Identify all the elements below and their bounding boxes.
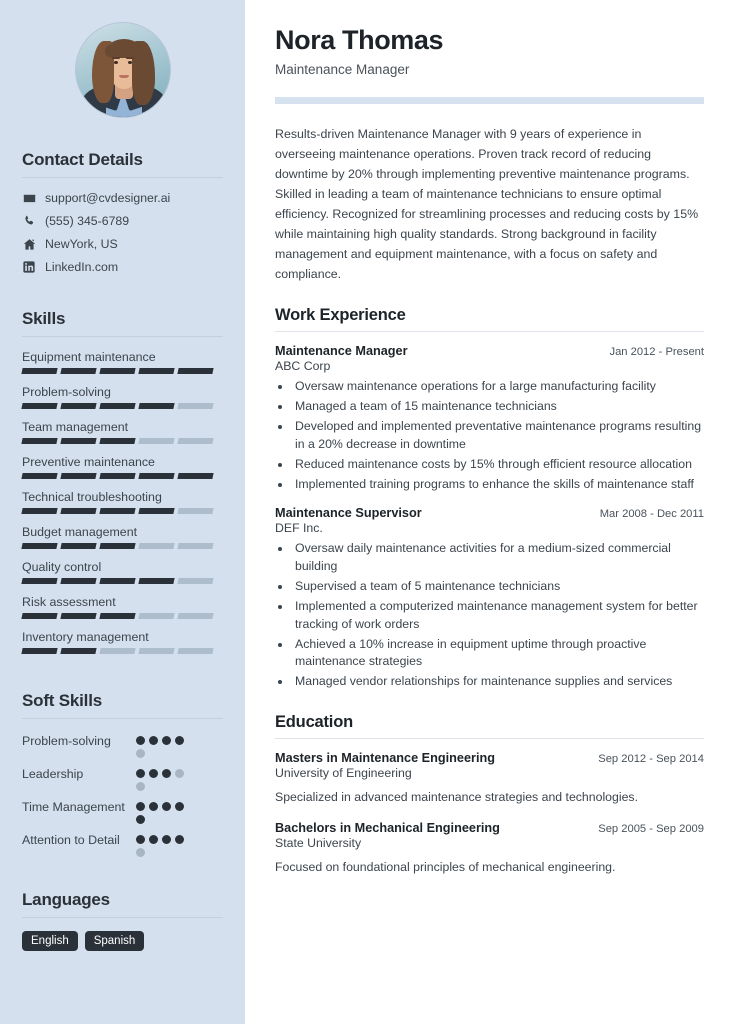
work-bullet: • Managed a team of 15 maintenance technicians <box>292 398 704 416</box>
soft-skill-item <box>22 798 223 824</box>
work-entry-role: Maintenance Manager <box>275 344 408 359</box>
soft-skill-rating <box>136 732 192 758</box>
skill-item <box>22 525 223 549</box>
work-bullet: • Implemented training programs to enhance the skills of maintenance staff <box>292 476 704 494</box>
skill-bar-segment <box>21 438 57 444</box>
avatar-container <box>0 22 245 118</box>
skill-level-bar <box>22 613 223 619</box>
education-date: Sep 2005 - Sep 2009 <box>598 822 704 835</box>
skill-item <box>22 595 223 619</box>
professional-summary: Results-driven Maintenance Manager with 9 years of experience in overseeing maintenance operations. Proven track record of reducing downtime by 20% through implementing preventive maintenance programs. Skilled in leading a team of maintenance technicians to ensure optimal efficiency. Recognized for streamlining processes and reducing costs by 15% while maintaining high quality standards. Strong background in facility management and equipment maintenance, with a focus on safety and compliance. <box>275 126 699 282</box>
skill-bar-segment <box>60 473 96 479</box>
skill-bar-segment <box>21 508 57 514</box>
skill-bar-segment <box>21 368 57 374</box>
skill-label: Equipment maintenance <box>22 350 156 364</box>
work-experience-divider <box>275 331 704 332</box>
skill-bar-segment <box>138 473 174 479</box>
skill-bar-segment <box>138 403 174 409</box>
language-tag[interactable]: English <box>22 931 78 951</box>
skill-bar-segment <box>21 648 57 654</box>
contact-item[interactable] <box>22 260 223 274</box>
skill-bar-segment <box>138 543 174 549</box>
skill-level-bar <box>22 368 223 374</box>
skill-bar-segment <box>177 508 213 514</box>
work-entry <box>275 344 704 493</box>
skill-bar-segment <box>138 508 174 514</box>
skill-level-bar <box>22 473 223 479</box>
skill-bar-segment <box>21 578 57 584</box>
work-entry-role: Maintenance Supervisor <box>275 506 422 521</box>
work-entry-org: DEF Inc. <box>275 521 323 536</box>
soft-skill-label: Problem-solving <box>22 734 111 748</box>
soft-skill-label: Leadership <box>22 767 84 781</box>
skill-item <box>22 455 223 479</box>
education-entry-header <box>275 821 704 835</box>
linkedin-icon <box>22 260 36 274</box>
education-entry <box>275 751 704 807</box>
rating-dot <box>162 769 171 778</box>
work-bullet: • Achieved a 10% increase in equipment uptime through proactive maintenance strategies <box>292 636 704 672</box>
phone-icon <box>22 214 36 228</box>
contact-divider <box>22 177 223 178</box>
skill-bar-segment <box>21 613 57 619</box>
skill-bar-segment <box>21 403 57 409</box>
skill-label: Preventive maintenance <box>22 455 155 469</box>
skill-item <box>22 385 223 409</box>
candidate-name: Nora Thomas <box>275 25 444 55</box>
contact-heading: Contact Details <box>22 150 143 169</box>
skill-bar-segment <box>177 543 213 549</box>
skill-label: Risk assessment <box>22 595 116 609</box>
skills-divider <box>22 336 223 337</box>
rating-dot <box>162 736 171 745</box>
sidebar <box>0 0 245 1024</box>
skill-bar-segment <box>99 648 135 654</box>
skill-label: Problem-solving <box>22 385 111 399</box>
soft-skill-label: Time Management <box>22 800 125 814</box>
work-bullet: • Managed vendor relationships for maintenance supplies and services <box>292 673 704 691</box>
rating-dot <box>136 802 145 811</box>
contact-item[interactable] <box>22 191 223 205</box>
skills-heading: Skills <box>22 309 66 328</box>
education-divider <box>275 738 704 739</box>
candidate-job-title: Maintenance Manager <box>275 61 410 77</box>
contact-list <box>22 191 223 274</box>
skill-bar-segment <box>177 438 213 444</box>
soft-skills-divider <box>22 718 223 719</box>
work-entry-header <box>275 344 704 358</box>
skill-bar-segment <box>177 578 213 584</box>
education-heading: Education <box>275 713 353 732</box>
skill-bar-segment <box>99 508 135 514</box>
soft-skill-item <box>22 831 223 857</box>
work-entry-date: Jan 2012 - Present <box>609 346 704 359</box>
skill-level-bar <box>22 648 223 654</box>
rating-dot <box>149 835 158 844</box>
skill-level-bar <box>22 543 223 549</box>
rating-dot <box>175 802 184 811</box>
skill-bar-segment <box>99 578 135 584</box>
languages-divider <box>22 917 223 918</box>
skill-level-bar <box>22 578 223 584</box>
soft-skill-rating <box>136 798 192 824</box>
soft-skill-label: Attention to Detail <box>22 833 120 847</box>
skill-bar-segment <box>177 613 213 619</box>
soft-skill-rating <box>136 831 192 857</box>
skill-bar-segment <box>60 403 96 409</box>
rating-dot <box>149 769 158 778</box>
skill-bar-segment <box>177 473 213 479</box>
skill-bar-segment <box>60 438 96 444</box>
skill-bar-segment <box>138 578 174 584</box>
avatar <box>75 22 171 118</box>
skill-label: Budget management <box>22 525 138 539</box>
soft-skill-rating <box>136 765 192 791</box>
skill-bar-segment <box>99 543 135 549</box>
rating-dot <box>162 835 171 844</box>
skill-bar-segment <box>138 613 174 619</box>
rating-dot <box>162 802 171 811</box>
rating-dot <box>149 802 158 811</box>
languages-list <box>22 931 223 951</box>
skill-item <box>22 420 223 444</box>
skills-list <box>22 350 223 654</box>
skill-bar-segment <box>99 473 135 479</box>
education-list <box>275 751 704 877</box>
skill-level-bar <box>22 438 223 444</box>
skill-bar-segment <box>21 543 57 549</box>
language-tag[interactable]: Spanish <box>85 931 145 951</box>
contact-item-text: LinkedIn.com <box>45 260 119 274</box>
education-description: Specialized in advanced maintenance strategies and technologies. <box>275 790 638 805</box>
work-entry <box>275 506 704 691</box>
skill-item <box>22 490 223 514</box>
education-degree: Bachelors in Mechanical Engineering <box>275 820 500 835</box>
skill-bar-segment <box>99 403 135 409</box>
home-icon <box>22 237 36 251</box>
rating-dot <box>175 736 184 745</box>
envelope-icon <box>22 191 36 205</box>
skill-item <box>22 350 223 374</box>
contact-item[interactable] <box>22 237 223 251</box>
skill-bar-segment <box>99 438 135 444</box>
work-bullet: • Developed and implemented preventative maintenance programs resulting in a 20% decrease in downtime <box>292 418 704 454</box>
education-degree: Masters in Maintenance Engineering <box>275 751 495 766</box>
skill-bar-segment <box>60 578 96 584</box>
rating-dot <box>136 769 145 778</box>
skill-bar-segment <box>138 368 174 374</box>
skill-bar-segment <box>60 543 96 549</box>
skill-bar-segment <box>60 368 96 374</box>
skill-level-bar <box>22 403 223 409</box>
skill-bar-segment <box>138 648 174 654</box>
rating-dot <box>136 736 145 745</box>
skill-label: Technical troubleshooting <box>22 490 162 504</box>
rating-dot <box>136 749 145 758</box>
skill-bar-segment <box>60 613 96 619</box>
skill-label: Inventory management <box>22 630 149 644</box>
rating-dot <box>136 848 145 857</box>
soft-skill-item <box>22 732 223 758</box>
education-entry <box>275 821 704 877</box>
contact-item-text: (555) 345-6789 <box>45 214 130 228</box>
work-entry-bullets <box>292 540 704 691</box>
rating-dot <box>175 835 184 844</box>
work-experience-list <box>275 344 704 691</box>
skill-label: Quality control <box>22 560 102 574</box>
skill-bar-segment <box>177 648 213 654</box>
soft-skill-item <box>22 765 223 791</box>
skill-bar-segment <box>99 368 135 374</box>
work-bullet: • Oversaw maintenance operations for a large manufacturing facility <box>292 378 704 396</box>
languages-heading: Languages <box>22 890 110 909</box>
work-bullet: • Implemented a computerized maintenance management system for better tracking of work orders <box>292 598 704 634</box>
education-description: Focused on foundational principles of mechanical engineering. <box>275 859 616 874</box>
work-bullet: • Oversaw daily maintenance activities for a medium-sized commercial building <box>292 540 704 576</box>
main-content <box>245 0 730 1024</box>
skill-bar-segment <box>177 403 213 409</box>
work-entry-header <box>275 506 704 520</box>
contact-item-text: support@cvdesigner.ai <box>45 191 171 205</box>
soft-skills-list <box>22 732 223 857</box>
skill-item <box>22 560 223 584</box>
skill-bar-segment <box>177 368 213 374</box>
work-entry-date: Mar 2008 - Dec 2011 <box>599 508 704 521</box>
work-bullet: • Reduced maintenance costs by 15% through efficient resource allocation <box>292 456 704 474</box>
skill-label: Team management <box>22 420 129 434</box>
skill-bar-segment <box>60 508 96 514</box>
rating-dot <box>175 769 184 778</box>
skill-bar-segment <box>138 438 174 444</box>
skill-level-bar <box>22 508 223 514</box>
rating-dot <box>136 835 145 844</box>
skill-bar-segment <box>21 473 57 479</box>
work-entry-org: ABC Corp <box>275 359 331 374</box>
contact-item-text: NewYork, US <box>45 237 118 251</box>
rating-dot <box>136 815 145 824</box>
education-date: Sep 2012 - Sep 2014 <box>598 753 704 766</box>
skill-bar-segment <box>99 613 135 619</box>
rating-dot <box>149 736 158 745</box>
rating-dot <box>136 782 145 791</box>
work-bullet: • Supervised a team of 5 maintenance technicians <box>292 578 704 596</box>
work-experience-heading: Work Experience <box>275 306 406 325</box>
contact-item[interactable] <box>22 214 223 228</box>
work-entry-bullets <box>292 378 704 493</box>
education-entry-header <box>275 751 704 765</box>
header-accent-bar <box>275 97 704 104</box>
education-school: University of Engineering <box>275 766 412 781</box>
skill-bar-segment <box>60 648 96 654</box>
education-school: State University <box>275 835 362 850</box>
soft-skills-heading: Soft Skills <box>22 691 102 710</box>
skill-item <box>22 630 223 654</box>
